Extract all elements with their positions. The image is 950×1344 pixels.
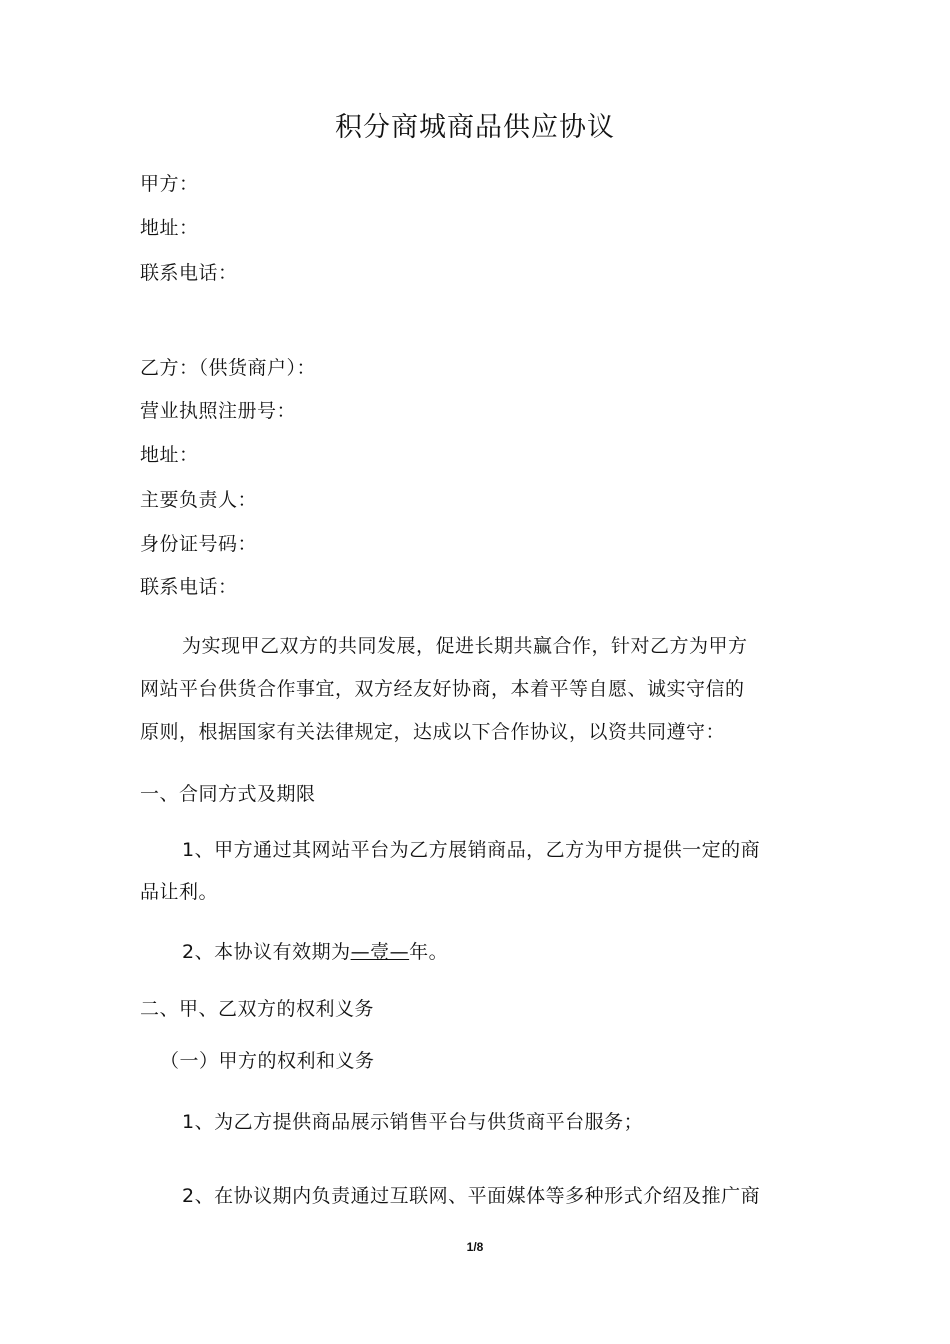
intro-line-2: 网站平台供货合作事宜，双方经友好协商，本着平等自愿、诚实守信的: [140, 678, 745, 700]
party-b-license: 营业执照注册号：: [140, 400, 297, 422]
party-b-address: 地址：: [140, 444, 199, 466]
section-2-subheading-1: （一）甲方的权利和义务: [160, 1050, 375, 1072]
party-b-id-number: 身份证号码：: [140, 533, 258, 555]
section-1-heading: 一、合同方式及期限: [140, 783, 316, 805]
section-2-heading: 二、甲、乙双方的权利义务: [140, 998, 375, 1020]
term-suffix: 年。: [409, 941, 449, 963]
party-b-principal: 主要负责人：: [140, 489, 258, 511]
party-a-phone: 联系电话：: [140, 262, 238, 284]
section-1-item-1-line-2: 品让利。: [140, 881, 219, 903]
page-number: 1/8: [466, 1240, 484, 1254]
intro-line-1: 为实现甲乙双方的共同发展，促进长期共赢合作，针对乙方为甲方: [182, 635, 748, 657]
term-prefix: 2、本协议有效期为: [182, 941, 351, 963]
section-1-item-2: [182, 938, 448, 966]
party-b-label: 乙方：（供货商户）：: [140, 357, 317, 379]
section-2-item-1: 1、为乙方提供商品展示销售平台与供货商平台服务；: [182, 1111, 644, 1133]
section-1-item-1-line-1: 1、甲方通过其网站平台为乙方展销商品，乙方为甲方提供一定的商: [182, 839, 761, 861]
intro-line-3: 原则，根据国家有关法律规定，达成以下合作协议，以资共同遵守：: [140, 721, 726, 743]
party-a-label: 甲方：: [140, 173, 199, 195]
document-title: 积分商城商品供应协议: [335, 112, 615, 143]
section-2-item-2: 2、在协议期内负责通过互联网、平面媒体等多种形式介绍及推广商: [182, 1185, 761, 1207]
party-b-phone: 联系电话：: [140, 576, 238, 598]
term-value: —壹—: [350, 941, 410, 963]
party-a-address: 地址：: [140, 217, 199, 239]
